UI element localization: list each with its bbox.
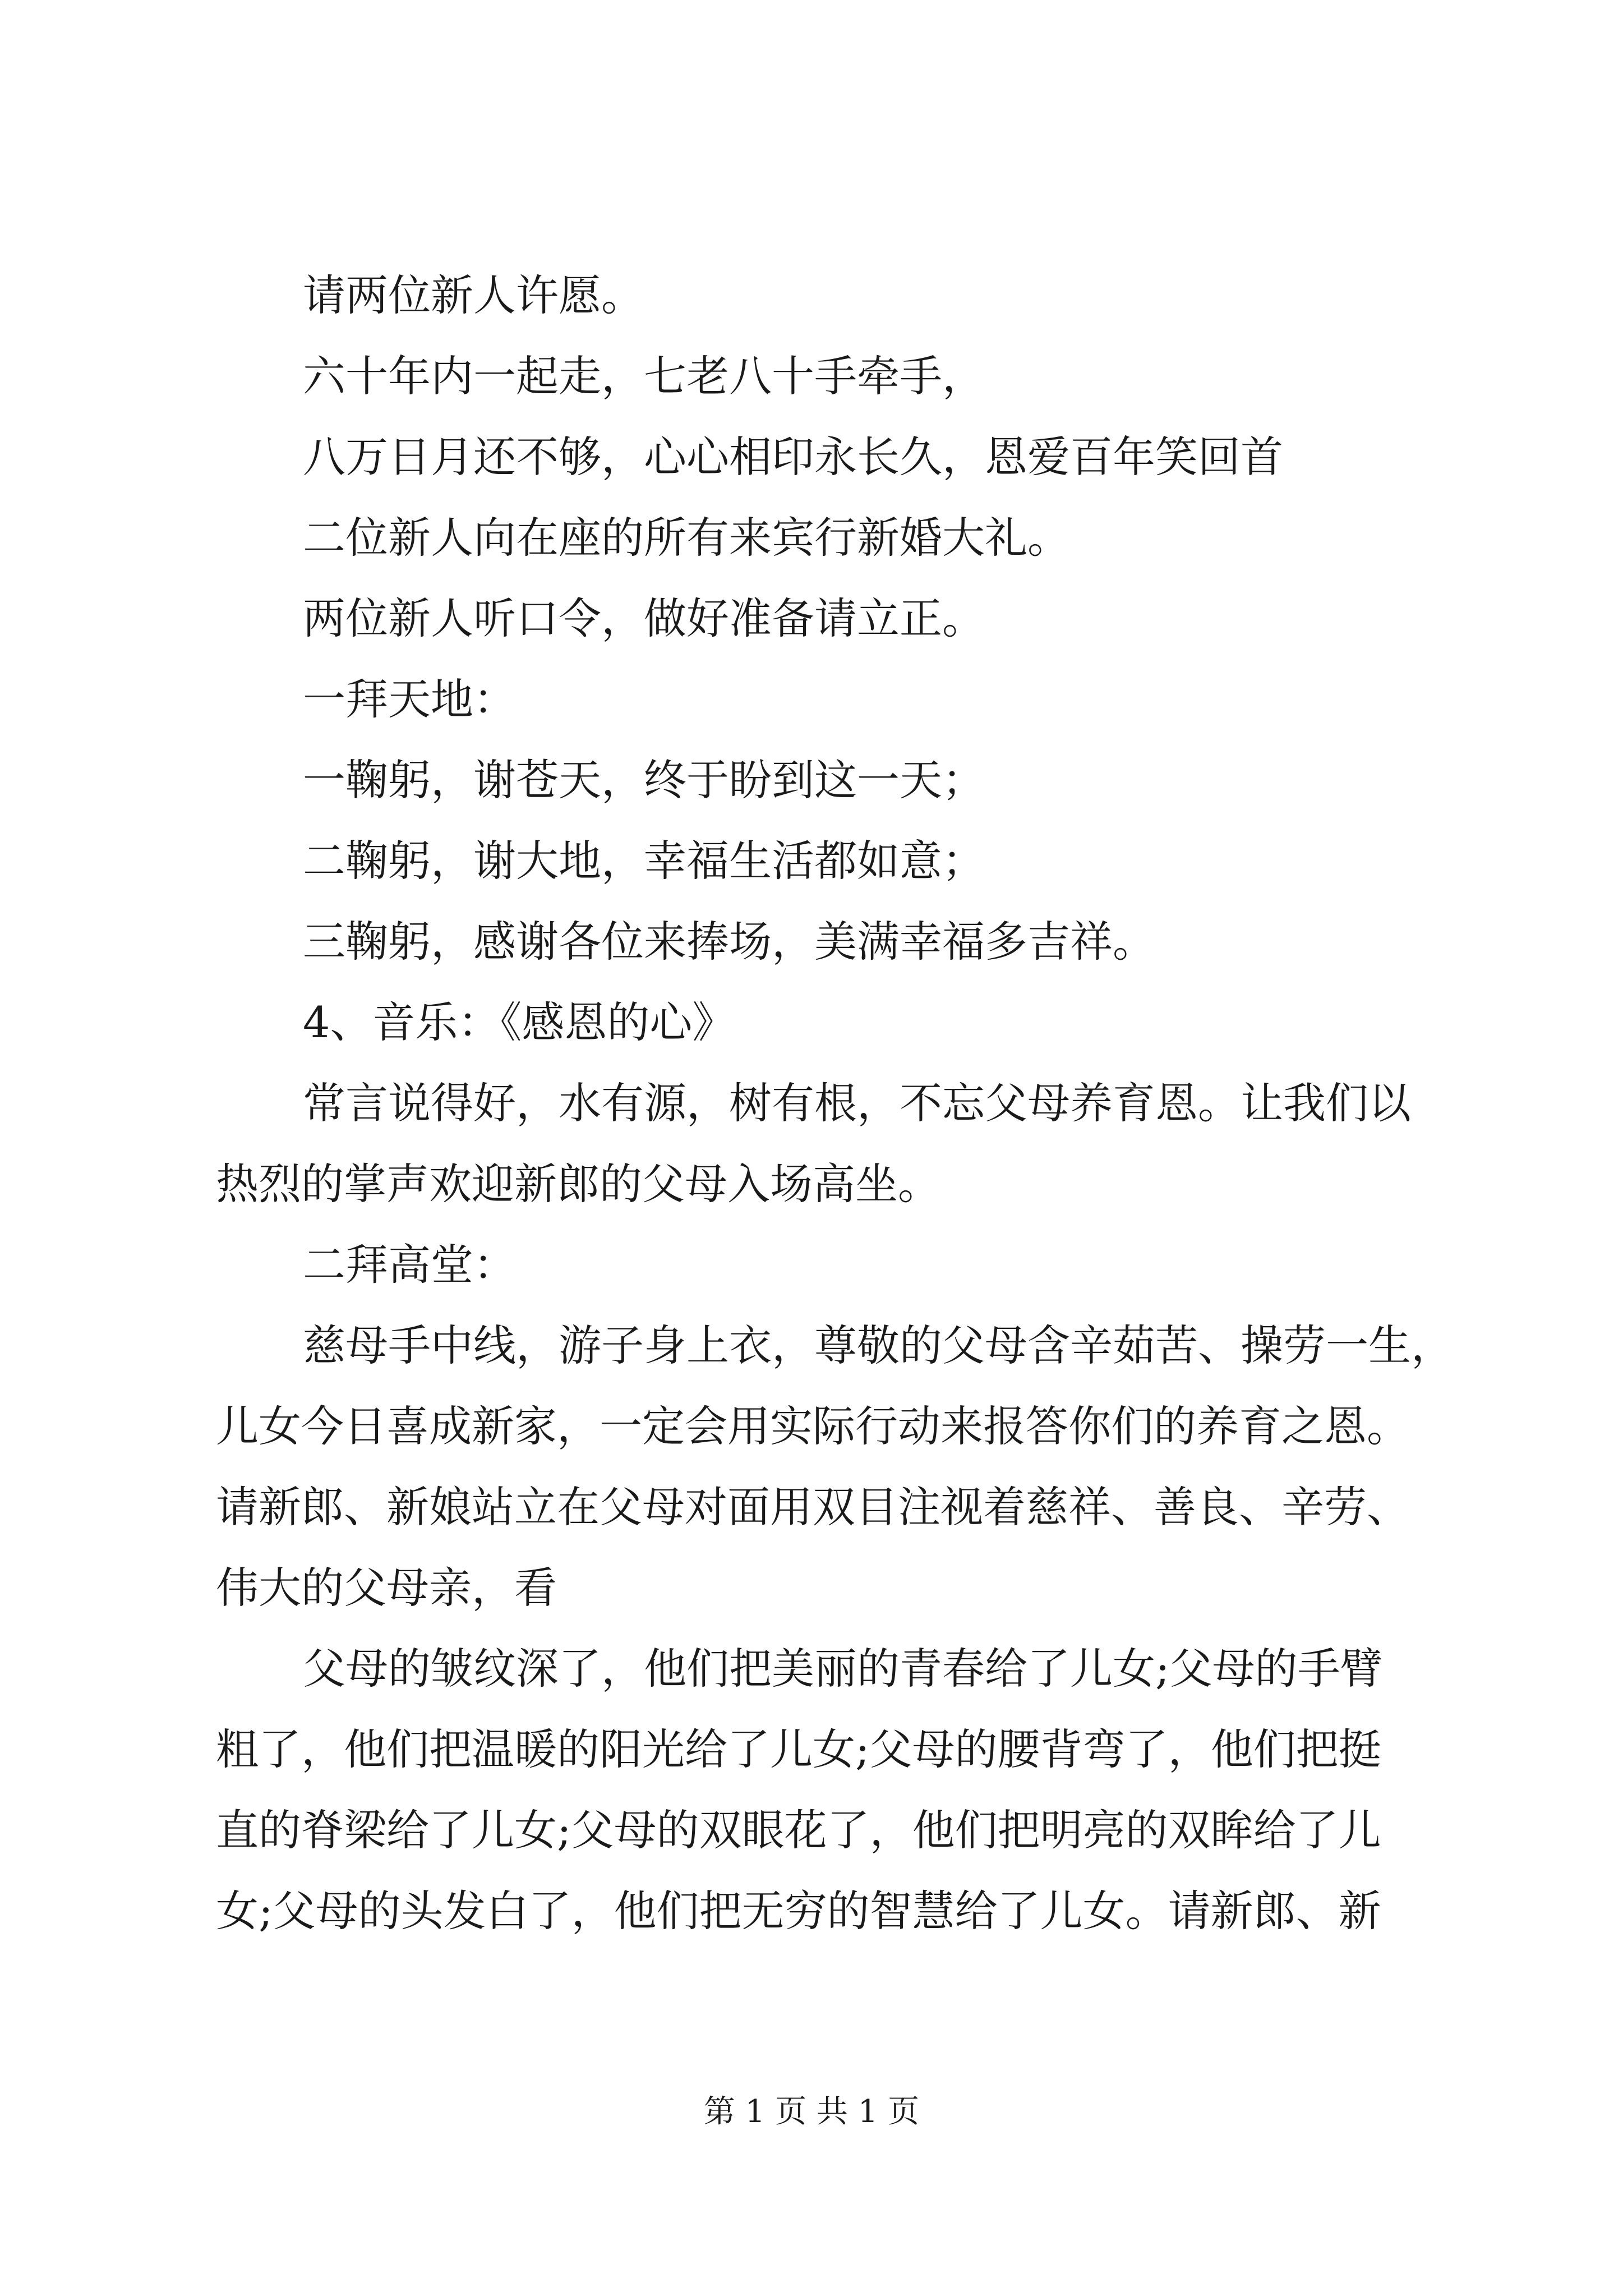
paragraph-line: 直的脊梁给了儿女;父母的双眼花了，他们把明亮的双眸给了儿 bbox=[216, 1805, 1381, 1855]
text-line: 八万日月还不够，心心相印永长久，恩爱百年笑回首 bbox=[303, 432, 1283, 482]
paragraph-parents bbox=[216, 1628, 1416, 1952]
paragraph-line: 女;父母的头发白了，他们把无穷的智慧给了儿女。请新郎、新 bbox=[216, 1886, 1381, 1936]
document-body bbox=[216, 255, 1454, 1952]
paragraph-line: 常言说得好，水有源，树有根，不忘父母养育恩。让我们以 bbox=[303, 1078, 1411, 1128]
paragraph-line: 粗了，他们把温暖的阳光给了儿女;父母的腰背弯了，他们把挺 bbox=[216, 1724, 1381, 1774]
text-line: 一鞠躬，谢苍天，终于盼到这一天； bbox=[303, 755, 985, 805]
paragraph-line: 热烈的掌声欢迎新郎的父母入场高坐。 bbox=[216, 1159, 940, 1209]
text-line: 二位新人向在座的所有来宾行新婚大礼。 bbox=[303, 513, 1070, 563]
paragraph-line: 慈母手中线，游子身上衣，尊敬的父母含辛茹苦、操劳一生， bbox=[303, 1320, 1454, 1370]
paragraph-line: 请新郎、新娘站立在父母对面用双目注视着慈祥、善良、辛劳、 bbox=[216, 1482, 1409, 1532]
paragraph-line: 儿女今日喜成新家，一定会用实际行动来报答你们的养育之恩。 bbox=[216, 1401, 1409, 1451]
paragraph-line: 父母的皱纹深了，他们把美丽的青春给了儿女;父母的手臂 bbox=[303, 1644, 1383, 1694]
paragraph-line: 伟大的父母亲，看 bbox=[216, 1563, 557, 1613]
text-line: 二鞠躬，谢大地，幸福生活都如意； bbox=[303, 836, 985, 886]
text-line: 请两位新人许愿。 bbox=[303, 270, 644, 320]
section-heading-music: 4、音乐：《感恩的心》 bbox=[303, 997, 735, 1047]
text-line: 三鞠躬，感谢各位来捧场，美满幸福多吉祥。 bbox=[303, 917, 1155, 967]
page-number-footer: 第 1 页 共 1 页 bbox=[703, 2093, 920, 2130]
text-line: 六十年内一起走，七老八十手牵手， bbox=[303, 351, 985, 401]
text-line: 两位新人听口令，做好准备请立正。 bbox=[303, 593, 985, 643]
paragraph-mother bbox=[216, 1305, 1454, 1628]
paragraph-proverb bbox=[216, 1063, 1416, 1225]
section-heading-gaotang: 二拜高堂： bbox=[303, 1240, 516, 1290]
section-heading-tiandi: 一拜天地： bbox=[303, 674, 516, 724]
